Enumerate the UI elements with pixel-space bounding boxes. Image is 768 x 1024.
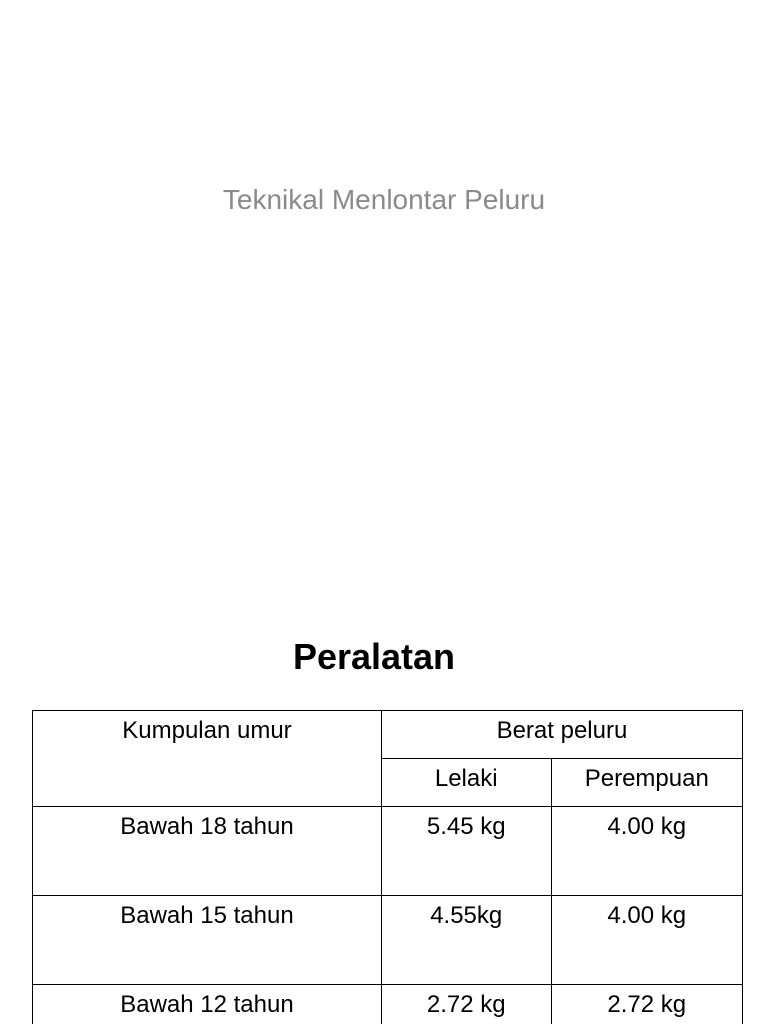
table-row xyxy=(33,985,743,1024)
cell-female-weight: 4.00 kg xyxy=(551,896,742,985)
cell-female-weight: 4.00 kg xyxy=(551,807,742,896)
cell-age: Bawah 15 tahun xyxy=(33,896,382,985)
table-header-row xyxy=(33,711,743,759)
header-shot-weight: Berat peluru xyxy=(381,711,742,759)
header-age-group: Kumpulan umur xyxy=(33,711,382,807)
cell-male-weight: 5.45 kg xyxy=(381,807,551,896)
slide-title: Teknikal Menlontar Peluru xyxy=(222,184,546,215)
header-female: Perempuan xyxy=(551,759,742,807)
cell-male-weight: 4.55kg xyxy=(381,896,551,985)
shot-weight-table xyxy=(32,710,743,1024)
section-heading: Peralatan xyxy=(292,636,456,677)
cell-female-weight: 2.72 kg xyxy=(551,985,742,1024)
cell-male-weight: 2.72 kg xyxy=(381,985,551,1024)
table-row xyxy=(33,896,743,985)
header-male: Lelaki xyxy=(381,759,551,807)
table-row xyxy=(33,807,743,896)
cell-age: Bawah 18 tahun xyxy=(33,807,382,896)
cell-age: Bawah 12 tahun xyxy=(33,985,382,1024)
